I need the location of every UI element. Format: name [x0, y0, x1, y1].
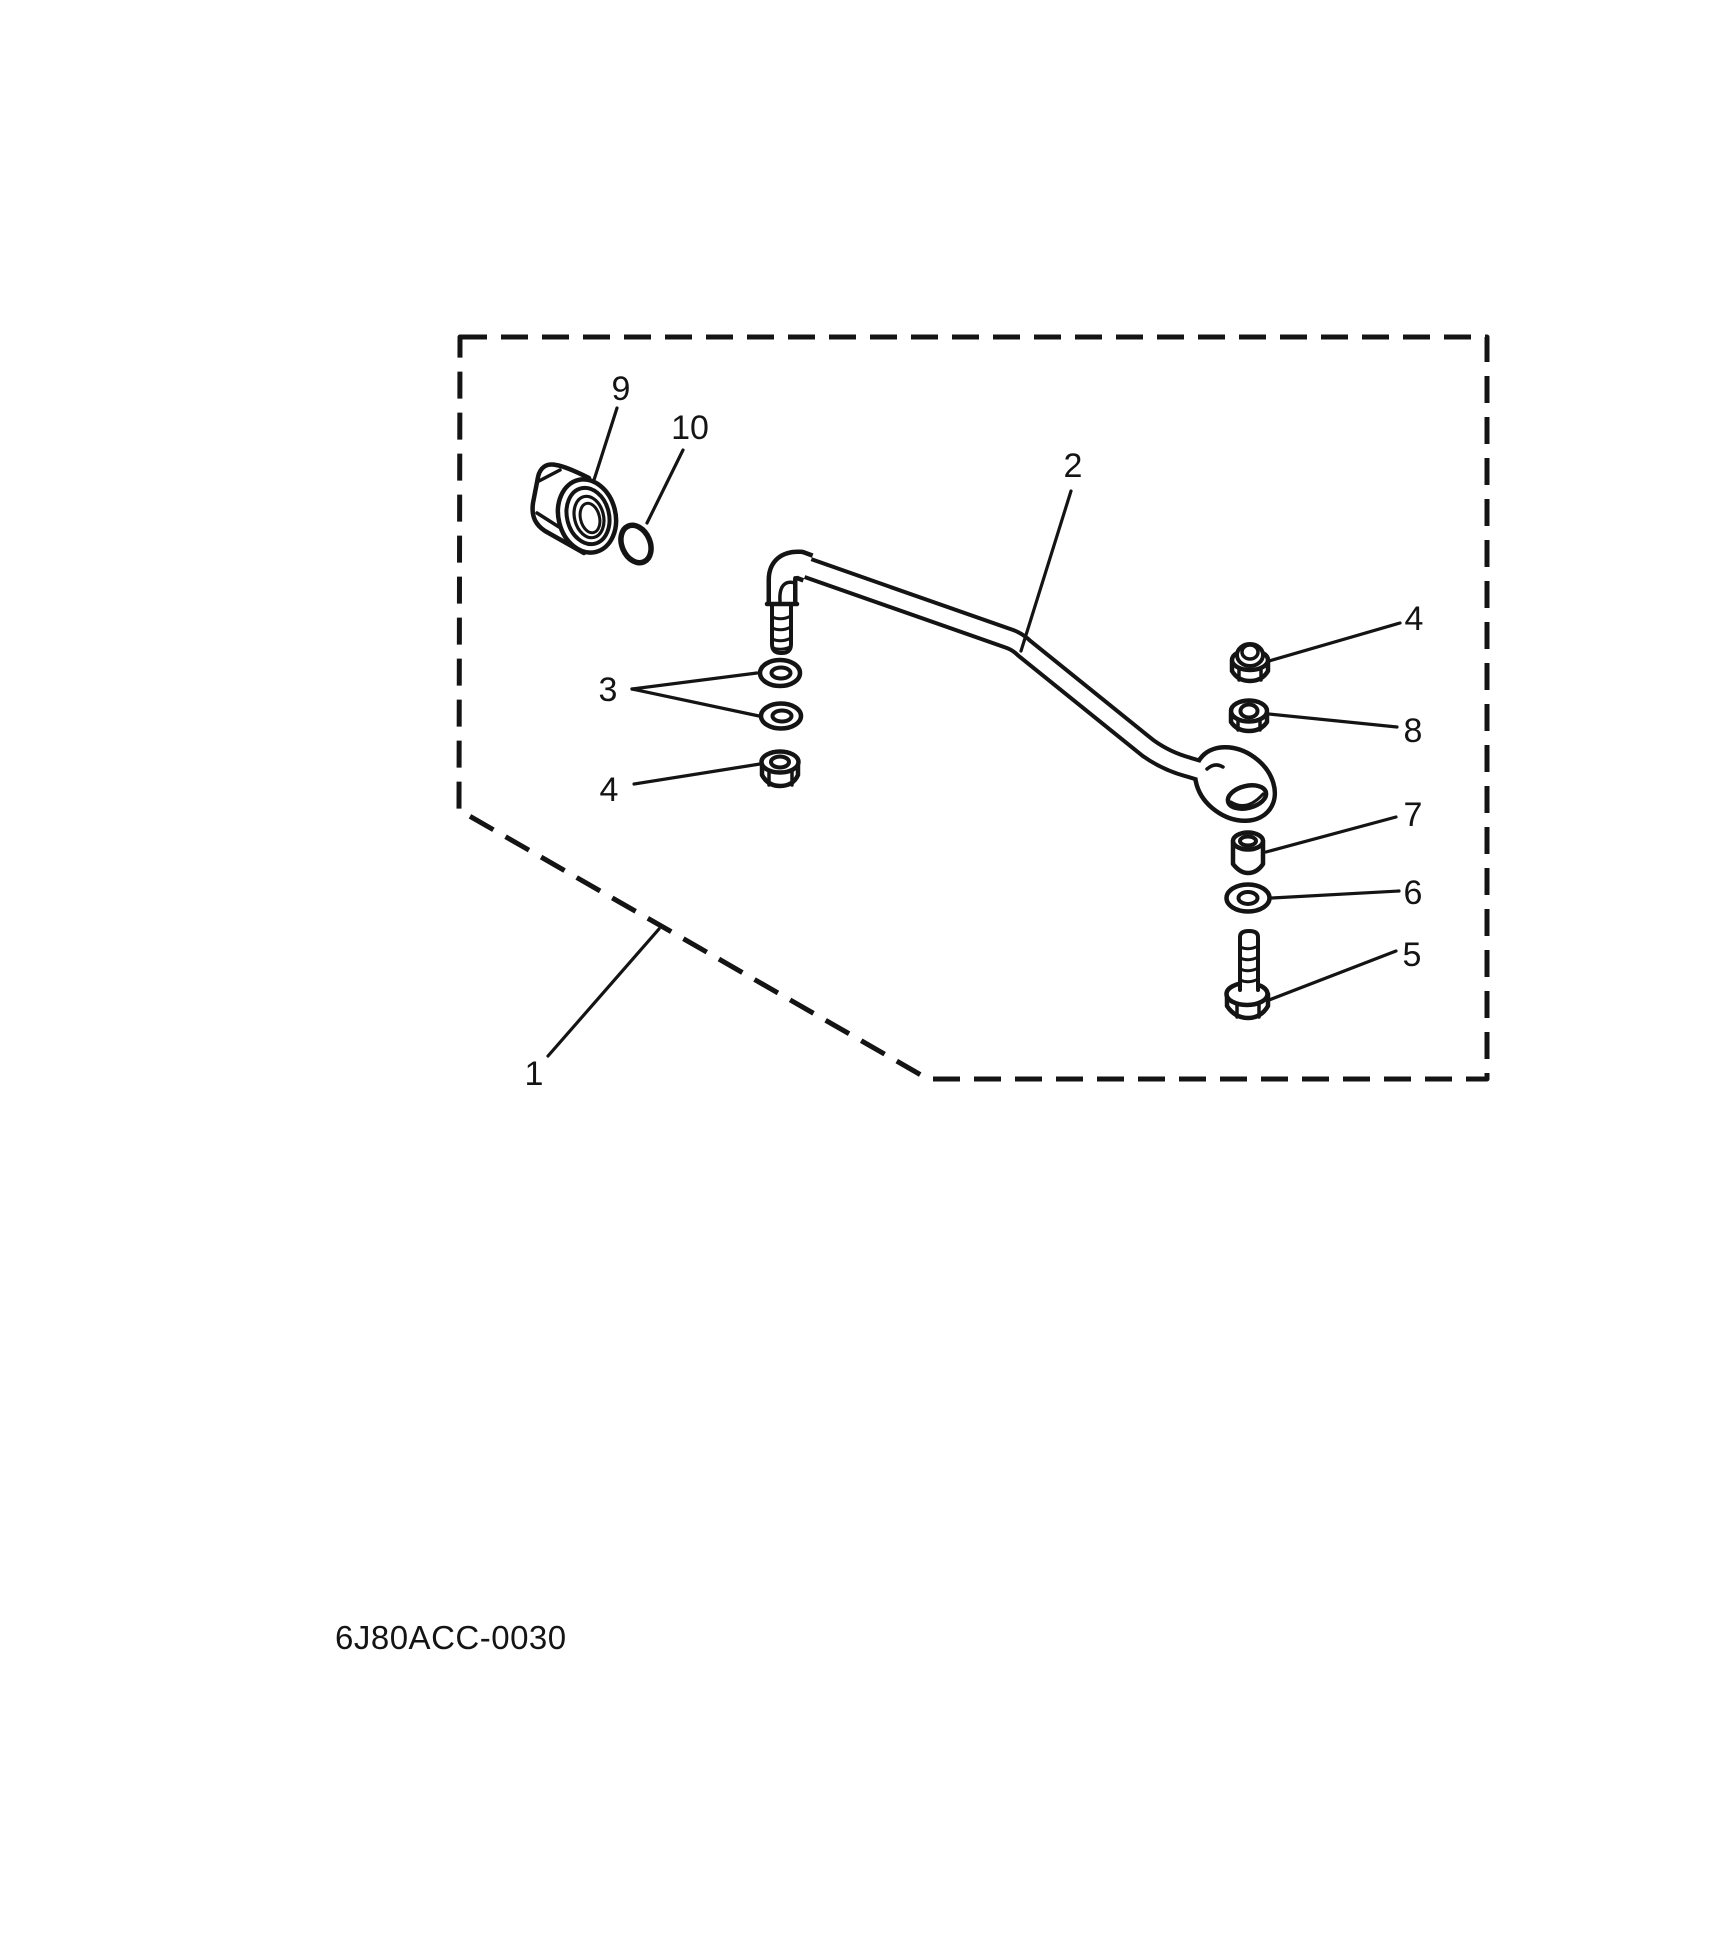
callout-leader-4-right — [1269, 623, 1400, 661]
callout-label-4-left: 4 — [599, 771, 619, 809]
callout-leader-3b — [632, 689, 759, 716]
callout-label-4-right: 4 — [1404, 600, 1424, 638]
washer-upper — [760, 660, 800, 686]
steering-link-rod-drawing — [767, 565, 1289, 836]
drawing-code: 6J80ACC-0030 — [335, 1619, 567, 1656]
callout-leader-1 — [548, 929, 659, 1056]
callout-leader-3a — [632, 673, 757, 689]
hex-nut-right-drawing — [1231, 701, 1267, 732]
callout-label-7: 7 — [1403, 796, 1423, 834]
link-rod-stud — [772, 600, 791, 653]
cap-nut-drawing — [533, 465, 624, 559]
callout-label-8: 8 — [1403, 712, 1423, 750]
callout-leader-5 — [1269, 951, 1396, 1000]
callout-leader-9 — [594, 408, 617, 480]
callout-leader-8 — [1269, 714, 1397, 727]
callout-label-5: 5 — [1402, 936, 1422, 974]
callout-label-2: 2 — [1063, 447, 1083, 485]
hex-nut-left-drawing — [762, 752, 799, 787]
callout-labels — [525, 370, 1424, 1093]
callout-label-6: 6 — [1403, 874, 1423, 912]
callout-leader-6 — [1272, 891, 1399, 898]
link-rod-eye — [1181, 732, 1289, 836]
callout-leader-7 — [1266, 817, 1396, 852]
hex-bolt-drawing — [1227, 931, 1269, 1018]
callout-leader-10 — [647, 450, 683, 523]
spacer-bushing-drawing — [1233, 833, 1263, 874]
callout-label-3: 3 — [598, 671, 618, 709]
callout-label-9: 9 — [611, 370, 631, 408]
link-rod-bar — [802, 566, 1228, 779]
callout-leader-2 — [1021, 491, 1071, 651]
seal-washer-drawing — [615, 520, 656, 567]
locknut-drawing — [1232, 644, 1268, 681]
flat-washer-drawing — [1227, 885, 1270, 912]
washer-pair-drawing — [760, 660, 801, 729]
washer-lower — [761, 704, 801, 729]
callout-leaders — [548, 408, 1400, 1056]
callout-label-10: 10 — [671, 409, 709, 447]
callout-leader-4-left — [634, 764, 760, 784]
callout-label-1: 1 — [524, 1055, 544, 1093]
